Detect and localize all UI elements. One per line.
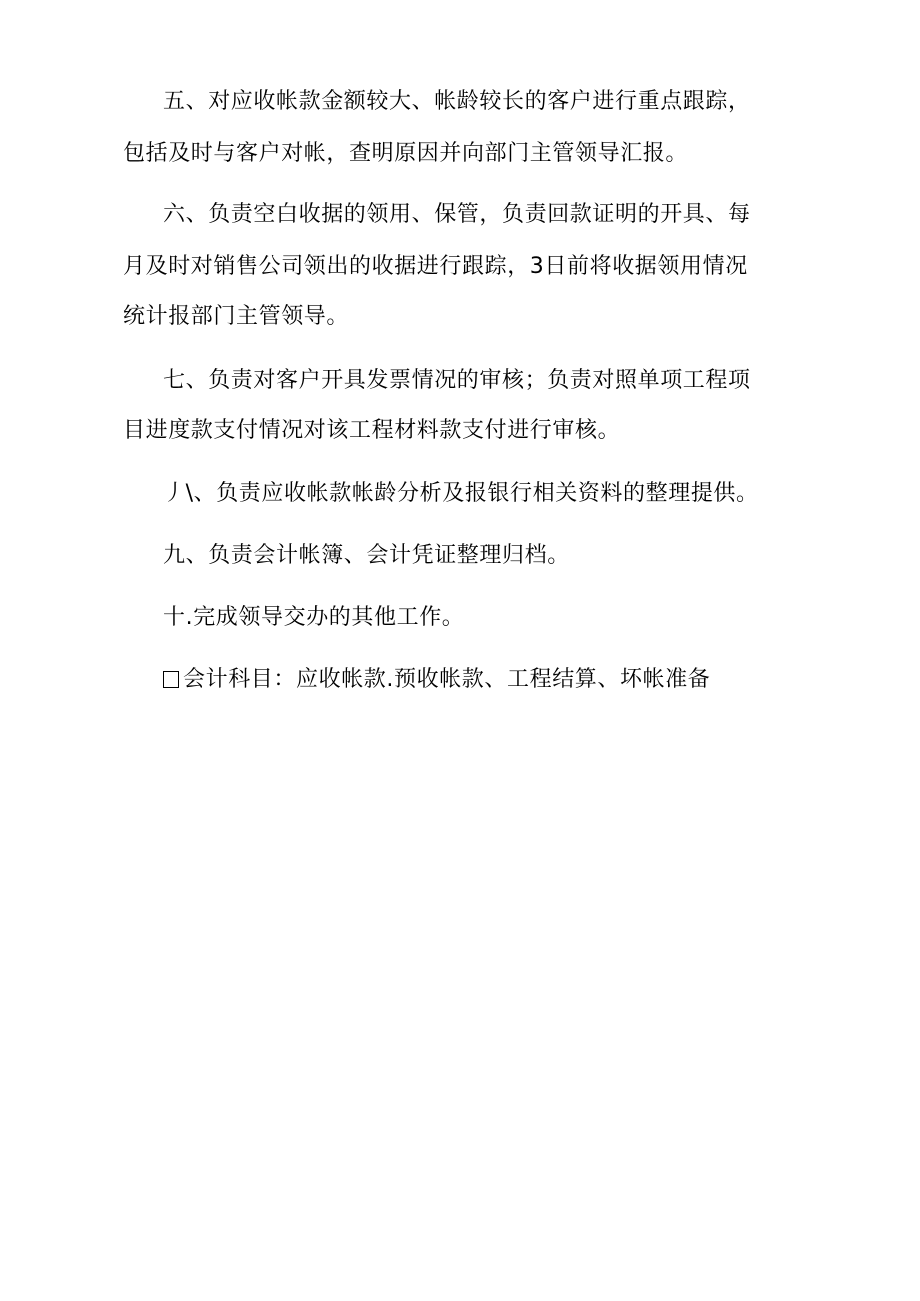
paragraph-7-line-2: 目进度款支付情况对该工程材料款支付进行审核。	[123, 418, 621, 443]
accounting-subjects-text: 会计科目：应收帐款.预收帐款、工程结算、坏帐准备	[183, 667, 711, 692]
accounting-subjects-line	[163, 666, 823, 694]
paragraph-5-line-1: 五、对应收帐款金额较大、帐龄较长的客户进行重点跟踪，	[163, 89, 751, 114]
paragraph-9: 九、负责会计帐簿、会计凭证整理归档。	[163, 543, 570, 568]
paragraph-6-line-3: 统计报部门主管领导。	[123, 304, 350, 329]
paragraph-8: 丿\、负责应收帐款帐龄分析及报银行相关资料的整理提供。	[163, 481, 759, 506]
paragraph-7-line-1: 七、负责对客户开具发票情况的审核；负责对照单项工程项	[163, 368, 751, 393]
paragraph-10: 十.完成领导交办的其他工作。	[163, 605, 465, 630]
checkbox-icon	[163, 671, 179, 688]
paragraph-6-line-2: 月及时对销售公司领出的收据进行跟踪，3日前将收据领用情况	[123, 254, 748, 279]
paragraph-5-line-2: 包括及时与客户对帐，查明原因并向部门主管领导汇报。	[123, 141, 689, 166]
paragraph-6-line-1: 六、负责空白收据的领用、保管，负责回款证明的开具、每	[163, 202, 751, 227]
